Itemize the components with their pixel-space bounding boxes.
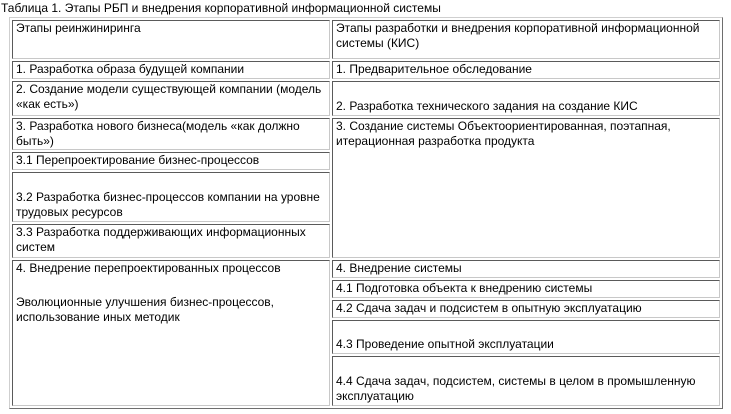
- header-right-text: Этапы разработки и внедрения корпоративной информационной системы (КИС): [336, 21, 700, 50]
- left-row-1-text: 1. Разработка образа будущей компании: [16, 62, 245, 76]
- header-right-cell: [332, 20, 720, 59]
- right-row-1: [332, 61, 720, 79]
- left-row-3-2: [12, 172, 330, 222]
- right-row-4-3-text: 4.3 Проведение опытной эксплуатации: [336, 337, 554, 351]
- left-row-3: [12, 118, 330, 150]
- right-row-2: [332, 81, 720, 116]
- left-row-3-3-text: 3.3 Разработка поддерживающих информационных систем: [16, 225, 306, 254]
- left-row-4-text: Эволюционные улучшения бизнес-процессов, использование иных методик: [16, 295, 275, 324]
- right-row-4-1: [332, 280, 720, 298]
- right-row-4-2-text: 4.2 Сдача задач и подсистем в опытную эксплуатацию: [336, 301, 642, 315]
- right-row-3: [332, 118, 720, 258]
- table-caption: Таблица 1. Этапы РБП и внедрения корпоративной информационной системы: [1, 1, 441, 15]
- right-row-1-text: 1. Предварительное обследование: [336, 62, 532, 76]
- left-row-2: [12, 81, 330, 116]
- left-row-3-1-text: 3.1 Перепроектирование бизнес-процессов: [16, 153, 260, 167]
- left-row-1: [12, 61, 330, 79]
- left-row-4-title: 4. Внедрение перепроектированных процессов: [16, 261, 281, 275]
- right-row-3-text: 3. Создание системы Объектоориентированная, поэтапная, итерационная разработка продукта: [336, 119, 671, 148]
- left-row-4: [12, 260, 330, 406]
- header-left-text: Этапы реинжиниринга: [16, 21, 141, 35]
- header-left-cell: [12, 20, 330, 59]
- right-row-2-text: 2. Разработка технического задания на создание КИС: [336, 99, 638, 113]
- left-row-3-1: [12, 152, 330, 170]
- right-row-4-4: [332, 356, 720, 406]
- right-row-4: [332, 260, 720, 278]
- right-row-4-text: 4. Внедрение системы: [336, 261, 462, 275]
- left-row-4-spacer: [16, 276, 326, 295]
- right-row-4-4-text: 4.4 Сдача задач, подсистем, системы в целом в промышленную эксплуатацию: [336, 374, 696, 403]
- left-row-3-text: 3. Разработка нового бизнеса(модель «как должно быть»): [16, 119, 300, 148]
- left-row-3-2-text: 3.2 Разработка бизнес-процессов компании на уровне трудовых ресурсов: [16, 190, 320, 219]
- left-row-3-3: [12, 224, 330, 258]
- right-row-4-3: [332, 320, 720, 354]
- right-row-4-1-text: 4.1 Подготовка объекта к внедрению системы: [336, 281, 593, 295]
- right-row-4-2: [332, 300, 720, 318]
- left-row-2-text: 2. Создание модели существующей компании (модель «как есть»): [16, 82, 322, 111]
